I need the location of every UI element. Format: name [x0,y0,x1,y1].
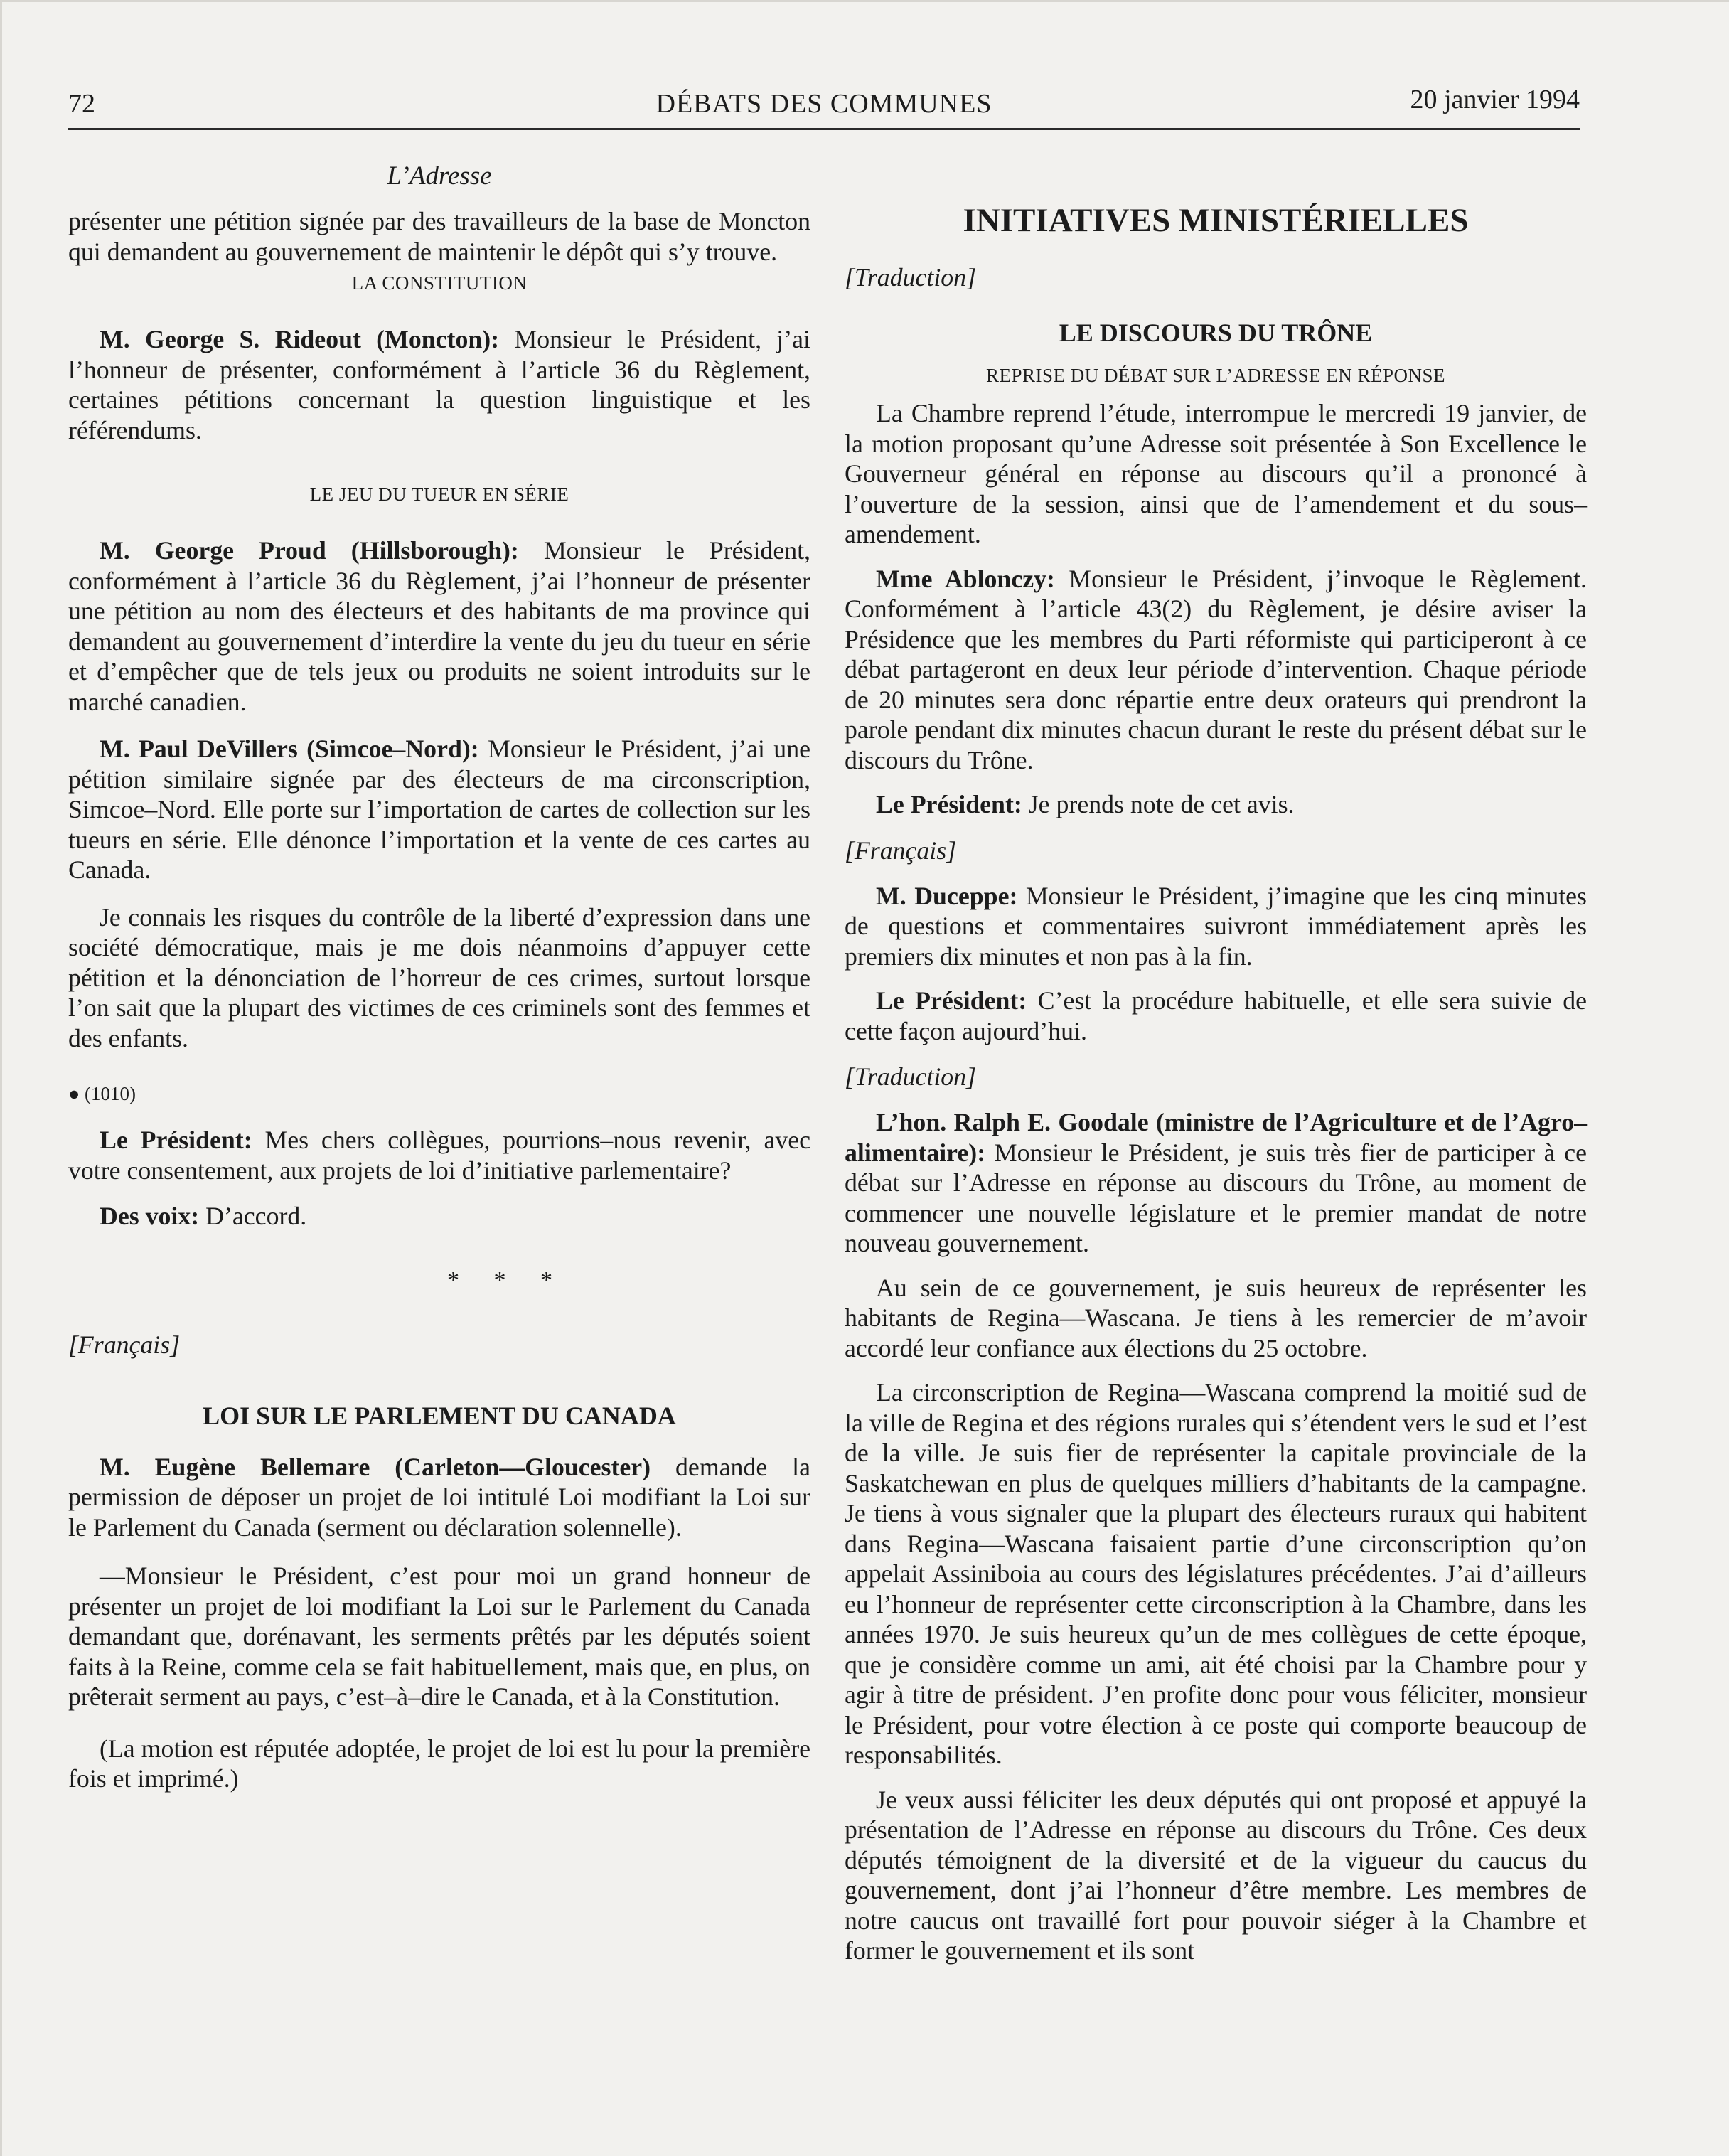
speaker-name: M. Eugène Bellemare (Carleton—Gloucester) [100,1452,651,1481]
left-column [68,206,810,1794]
speaker-name: Le Président: [876,986,1027,1015]
paragraph-feliciter: Je veux aussi féliciter les deux députés qui ont proposé et appuyé la présentation de l’Adresse en réponse au discours du Trône. Ces deux députés témoignent de la diversité et de la vigueur du caucus du gouvernement, dont j’ai l’honneur d’être membre. Les membres de notre caucus ont travaillé fort pour pouvoir siéger à la Chambre et former le gouvernement et ils sont [845,1785,1587,1965]
paragraph-duceppe [845,881,1587,972]
section-caption-jeu: LE JEU DU TUEUR EN SÉRIE [309,484,569,505]
speaker-name: Le Président: [100,1126,252,1154]
paragraph-rideout [68,324,810,445]
paragraph-ablonczy [845,564,1587,776]
paragraph-regina: Au sein de ce gouvernement, je suis heureux de représenter les habitants de Regina—Wascana. Je tiens à les remercier de m’avoir accordé leur confiance aux élections du 25 octobre. [845,1273,1587,1362]
paragraph-reprise: La Chambre reprend l’étude, interrompue le mercredi 19 janvier, de la motion proposant qu’une Adresse soit présentée à Son Excellence le Gouverneur général en réponse au discours qu’il a prononcé à l’ouverture de la session, ainsi que de l’amendement et du sous–amendement. [845,399,1587,548]
running-head: L’Adresse [387,161,492,191]
speech-text: Monsieur le Président, je suis très fier de participer à ce débat sur l’Adresse en réponse au discours du Trône, au moment de commencer une nouvelle législature et le premier mandat de notre nouveau gouvernement. [845,1138,1587,1257]
paragraph-president-procedure [845,986,1587,1046]
paragraph-president [68,1125,810,1185]
paragraph-goodale [845,1107,1587,1259]
page-header [68,84,1580,128]
speech-text: Monsieur le Président, j’ai l’honneur de présenter, conformément à l’article 36 du Règlement, certaines pétitions concernant la question linguistique et les référendums. [68,325,810,444]
paragraph-proud [68,535,810,717]
language-tag: [Français] [845,836,957,865]
section-caption-reprise: REPRISE DU DÉBAT SUR L’ADRESSE EN RÉPONSE [985,365,1446,386]
speaker-name: M. Paul DeVillers (Simcoe–Nord): [100,735,479,763]
paragraph-circonscription: La circonscription de Regina—Wascana comprend la moitié sud de la ville de Regina et des régions rurales qui s’étendent vers le sud et l’est de la ville. Je suis fier de représenter la capitale provinciale de la Saskatchewan en plus de quelques milliers d’habitants de la campagne. Je tiens à vous signaler que la plupart des électeurs ruraux qui habitent dans Regina—Wascana faisaient partie d’une circonscription qu’on appelait Assiniboia au cours des législatures précédentes. J’ai d’ailleurs eu l’honneur de représenter cette circonscription à la Chambre, dans les années 1970. Je suis heureux qu’un de mes collègues de cette époque, que je considère comme un ami, ait été choisi par la Chambre pour y agir à titre de président. J’en profite donc pour vous féliciter, monsieur le Président, pour votre élection à ce poste qui comporte beaucoup de responsabilités. [845,1378,1587,1769]
speaker-name: M. George Proud (Hillsborough): [100,536,519,565]
speech-text: Mes chers collègues, pourrions–nous revenir, avec votre consentement, aux projets de loi d’initiative parlementaire? [68,1126,811,1185]
page-number: 72 [68,89,95,119]
heading-discours-trone: LE DISCOURS DU TRÔNE [1059,319,1373,347]
paragraph-devillers [68,734,810,885]
timestamp: ● (1010) [68,1083,136,1104]
speech-text: Monsieur le Président, j’ai une pétition similaire signée par des électeurs de ma circonscription, Simcoe–Nord. Elle porte sur l’importation de cartes de collection sur les tueurs en série. Elle dénonce l’importation et la vente de ces cartes au Canada. [68,735,810,884]
paragraph-motion-adoptee: (La motion est réputée adoptée, le projet de loi est lu pour la première fois et imprimé.) [68,1734,810,1793]
language-tag: [Français] [68,1330,181,1359]
paragraph-risques: Je connais les risques du contrôle de la liberté d’expression dans une société démocratique, mais je me dois néanmoins d’appuyer cette pétition et la dénonciation de l’horreur de ces crimes, surtout lorsque l’on sait que la plupart des victimes de ces criminels sont des femmes et des enfants. [68,902,810,1052]
right-column [845,201,1587,1966]
header-rule [68,128,1580,130]
speaker-name: Des voix: [100,1202,200,1230]
speaker-name: M. Duceppe: [876,881,1018,910]
speech-text: demande la permission de déposer un projet de loi intitulé Loi modifiant la Loi sur le Parlement du Canada (serment ou déclaration solennelle). [68,1452,810,1542]
paragraph-president-note [845,789,1587,820]
speech-text: C’est la procédure habituelle, et elle sera suivie de cette façon aujourd’hui. [845,986,1587,1045]
speaker-name: Le Président: [876,790,1022,818]
section-caption-constitution: LA CONSTITUTION [351,272,528,294]
speech-text: Monsieur le Président, conformément à l’article 36 du Règlement, j’ai l’honneur de présenter une pétition au nom des électeurs et des habitants de ma province qui demandent au gouvernement d’interdire la vente du jeu du tueur en série et d’empêcher que de tels jeux ou produits ne soient introduits sur le marché canadien. [68,536,810,716]
heading-loi-parlement: LOI SUR LE PARLEMENT DU CANADA [203,1401,676,1430]
language-tag: [Traduction] [845,263,976,292]
paragraph-continued: présenter une pétition signée par des travailleurs de la base de Moncton qui demandent au gouvernement de maintenir le dépôt qui s’y trouve. [68,207,810,266]
heading-initiatives: INITIATIVES MINISTÉRIELLES [963,202,1469,239]
paragraph-voix [68,1201,810,1232]
language-tag: [Traduction] [845,1062,976,1091]
speech-text: Monsieur le Président, j’invoque le Règlement. Conformément à l’article 43(2) du Règlement, je désire aviser la Présidence que les membres du Parti réformiste qui participeront à ce débat partageront en deux leur période d’intervention. Chaque période de 20 minutes sera donc répartie entre deux orateurs qui prendront la parole pendant dix minutes chacun durant le reste du présent débat sur le discours du Trône. [845,564,1588,774]
section-separator: * * * [447,1266,567,1293]
paragraph-honneur: —Monsieur le Président, c’est pour moi un grand honneur de présenter un projet de loi modifiant la Loi sur le Parlement du Canada demandant que, dorénavant, les serments prêtés par les députés soient faits à la Reine, comme cela se fait habituellement, mais que, en plus, on prêterait serment au pays, c’est–à–dire le Canada, et à la Constitution. [68,1562,810,1711]
publication-title: DÉBATS DES COMMUNES [655,89,992,119]
speaker-name: L’hon. Ralph E. Goodale (ministre de l’Agriculture et de l’Agro–alimentaire): [845,1108,1587,1167]
speaker-name: M. George S. Rideout (Moncton): [100,325,500,353]
speaker-name: Mme Ablonczy: [876,564,1055,593]
page-date: 20 janvier 1994 [1410,85,1580,114]
paragraph-bellemare [68,1452,810,1543]
speech-text: D’accord. [199,1202,307,1230]
speech-text: Je prends note de cet avis. [1022,790,1295,818]
speech-text: Monsieur le Président, j’imagine que les cinq minutes de questions et commentaires suivront immédiatement après les premiers dix minutes et non pas à la fin. [845,881,1587,971]
